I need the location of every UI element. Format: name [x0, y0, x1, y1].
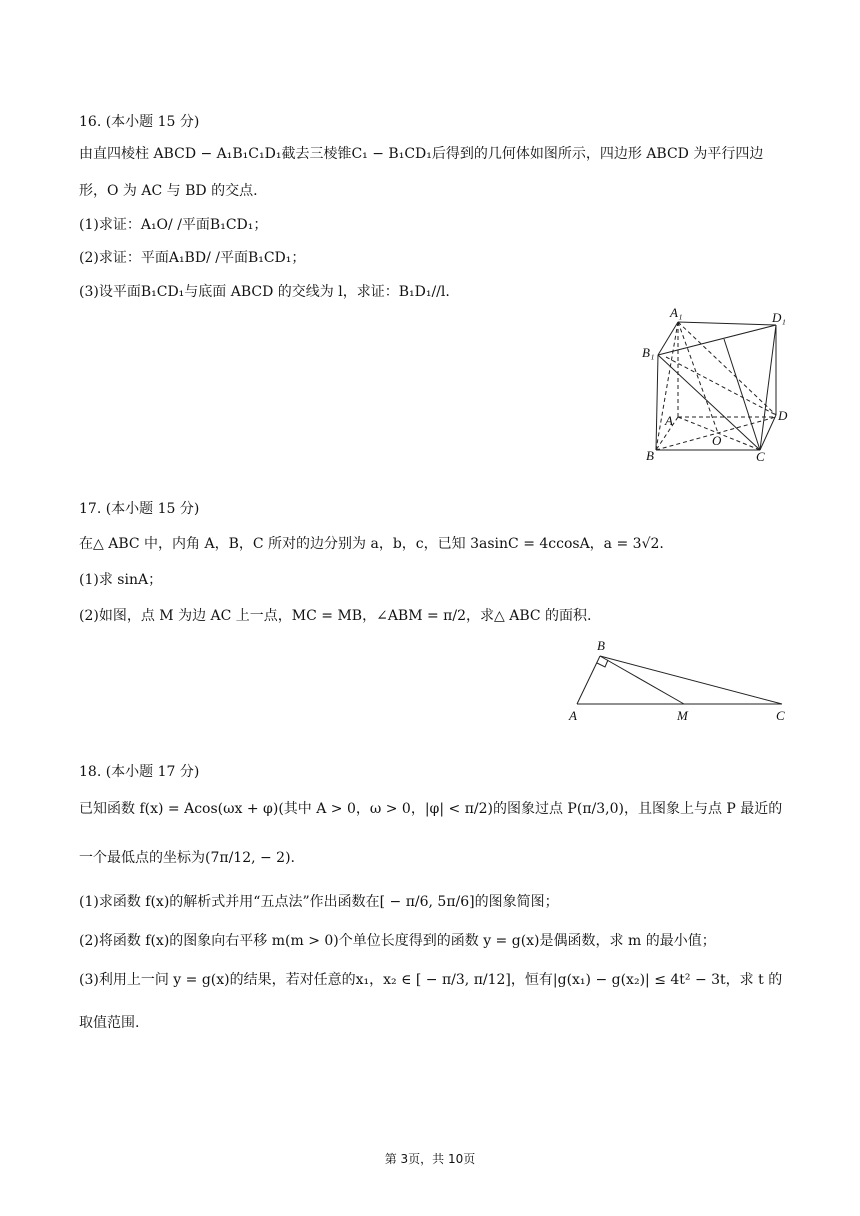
edge-d1c: [760, 325, 776, 450]
label-d: D: [778, 408, 788, 423]
problem-17-header: 17. (本小题 15 分): [79, 501, 200, 517]
problem-16-stem-line2: 形，O 为 AC 与 BD 的交点.: [79, 183, 258, 199]
problem-16-header: 16. (本小题 15 分): [79, 114, 200, 130]
problem-16-stem-line1: 由直四棱柱 ABCD − A₁B₁C₁D₁截去三棱锥C₁ − B₁CD₁后得到的几何体如图所示，四边形 ABCD 为平行四边: [79, 146, 764, 162]
problem-17-q1: (1)求 sinA；: [79, 572, 163, 588]
problem-18-stem-line1: 已知函数 f(x) = Acos(ωx + φ)(其中 A > 0，ω > 0，|φ| < π/2)的图象过点 P(π/3,0)，且图象上与点 P 最近的: [79, 801, 783, 817]
side-bc: [600, 656, 782, 704]
edge-b1d1: [658, 325, 776, 355]
problem-18-stem-line2: 一个最低点的坐标为(7π/12, − 2).: [79, 850, 296, 866]
problem-18-q1: (1)求函数 f(x)的解析式并用“五点法”作出函数在[ − π/6, 5π/6]的图象简图；: [79, 894, 559, 910]
segment-bm: [600, 656, 684, 704]
label-b: B: [597, 638, 605, 653]
label-b1: B₁: [642, 345, 655, 360]
label-d1: D₁: [772, 310, 786, 325]
seg-a1b: [656, 322, 678, 450]
label-o: O: [712, 433, 722, 448]
seg-a1o: [678, 322, 718, 433]
triangle-figure: [560, 636, 800, 726]
problem-17-q2: (2)如图，点 M 为边 AC 上一点，MC = MB，∠ABM = π/2，求△ ABC 的面积.: [79, 608, 592, 624]
prism-figure: [636, 305, 796, 465]
problem-18-q3-line1: (3)利用上一问 y = g(x)的结果，若对任意的x₁，x₂ ∈ [ − π/3, π/12]，恒有|g(x₁) − g(x₂)| ≤ 4t² − 3t，求 t 的: [79, 972, 783, 988]
side-ab: [577, 656, 600, 704]
problem-16-q2: (2)求证：平面A₁BD/ /平面B₁CD₁；: [79, 250, 306, 266]
right-angle-mark: [597, 660, 608, 667]
problem-16-q1: (1)求证：A₁O/ /平面B₁CD₁；: [79, 217, 268, 233]
edge-a1d1: [678, 322, 776, 325]
seg-a1d: [678, 322, 776, 415]
label-a: A: [569, 708, 577, 723]
triangle-figure-svg: [560, 636, 800, 726]
label-a1: A₁: [670, 305, 683, 320]
label-c: C: [776, 708, 785, 723]
edge-b1b: [656, 355, 658, 450]
page-footer: 第 3页，共 10页: [384, 1152, 476, 1166]
problem-18-q3-line2: 取值范围.: [79, 1015, 140, 1031]
problem-17-stem: 在△ ABC 中，内角 A，B，C 所对的边分别为 a，b，c，已知 3asinC = 4ccosA，a = 3√2.: [79, 536, 664, 552]
label-c: C: [756, 449, 765, 464]
seg-b1-d: [666, 357, 776, 415]
problem-18-q2: (2)将函数 f(x)的图象向右平移 m(m > 0)个单位长度得到的函数 y = g(x)是偶函数，求 m 的最小值；: [79, 933, 716, 949]
problem-18-header: 18. (本小题 17 分): [79, 764, 200, 780]
problem-16-q3: (3)设平面B₁CD₁与底面 ABCD 的交线为 l，求证：B₁D₁//l.: [79, 284, 450, 300]
prism-figure-svg: [636, 305, 796, 465]
label-a: A: [665, 413, 673, 428]
label-b: B: [646, 448, 654, 463]
label-m: M: [677, 708, 688, 723]
